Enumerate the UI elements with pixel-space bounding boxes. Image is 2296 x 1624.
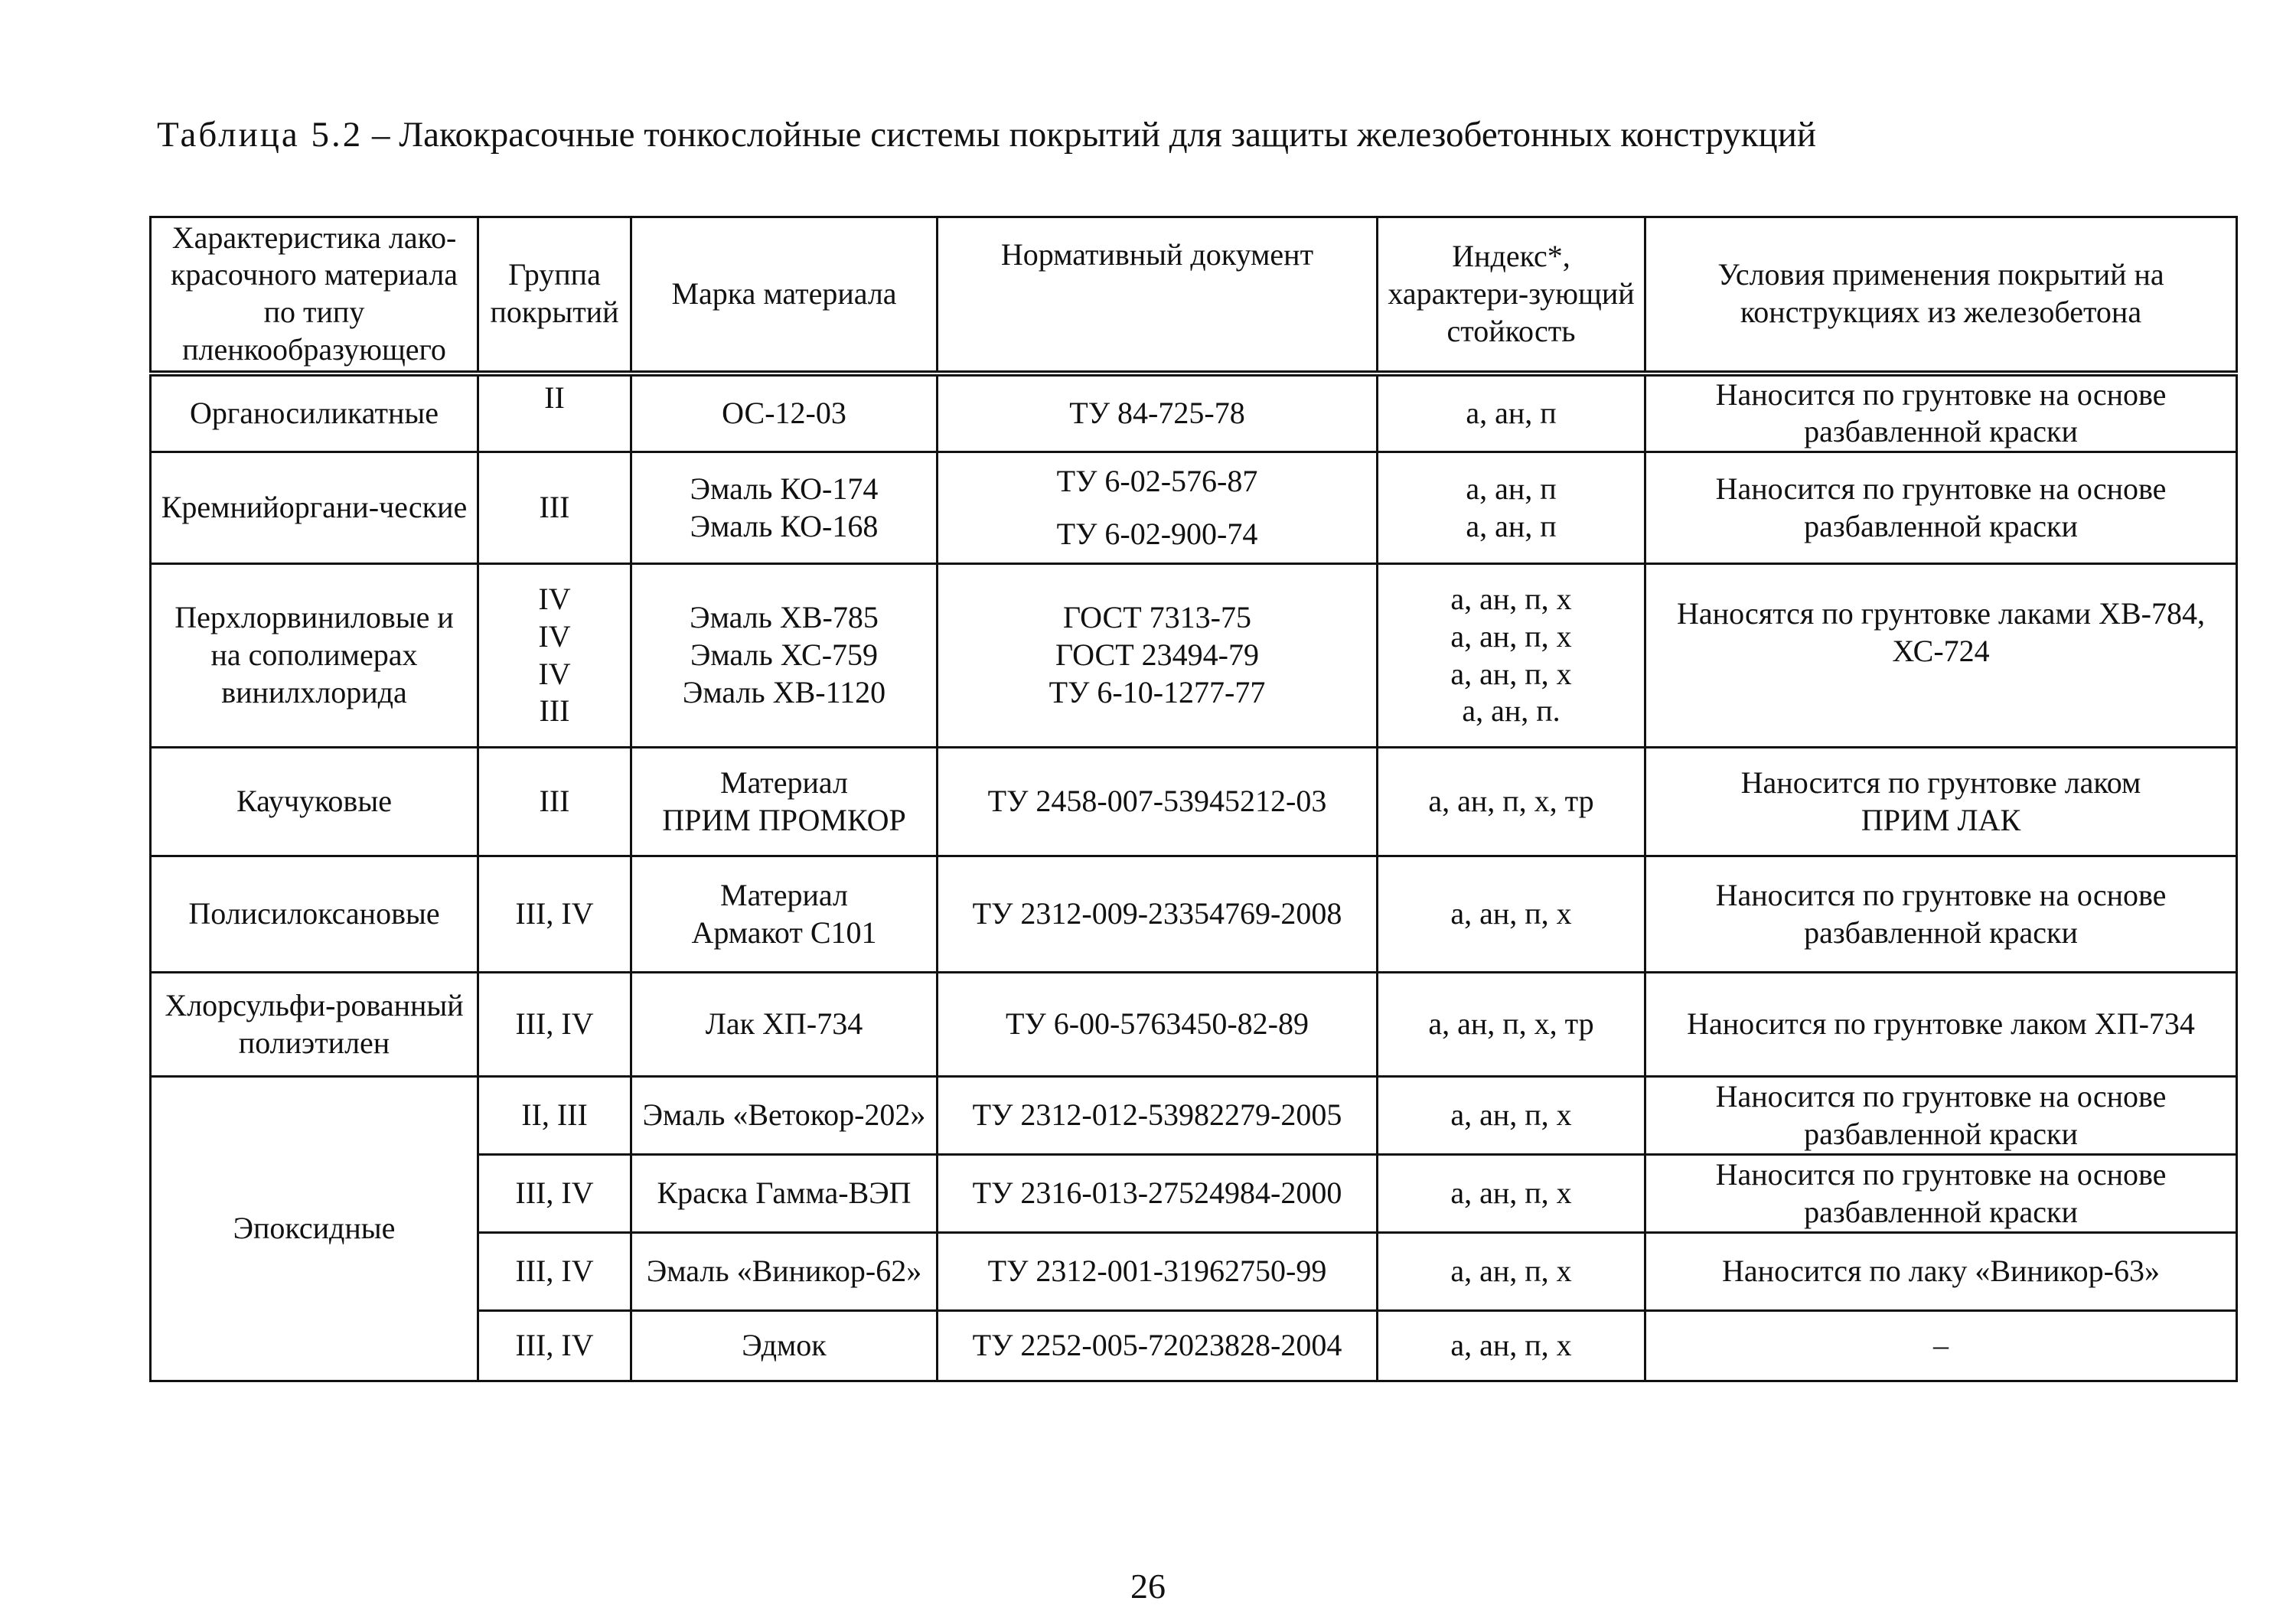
table-row: [151, 452, 2237, 564]
cell-brand: Эмаль «Виникор-62»: [631, 1233, 938, 1311]
cell-brand: Лак ХП-734: [631, 973, 938, 1077]
cell-brand: Эмаль КО-174 Эмаль КО-168: [631, 452, 938, 564]
cell-index: а, ан, п, х: [1378, 1155, 1645, 1233]
cell-doc: [938, 452, 1378, 564]
header-conditions: Условия применения покрытий на конструкциях из железобетона: [1645, 217, 2237, 373]
cell-group: III: [478, 748, 631, 856]
coatings-table: [149, 216, 2238, 1382]
cell-type: Перхлорвиниловые и на сополимерах винилхлорида: [151, 564, 478, 748]
cell-type: Хлорсульфи-рованный полиэтилен: [151, 973, 478, 1077]
cell-type: Кремнийоргани-ческие: [151, 452, 478, 564]
cell-conditions: Наносится по грунтовке лаком ПРИМ ЛАК: [1645, 748, 2237, 856]
table-row: [151, 1077, 2237, 1155]
cell-brand: Эмаль «Ветокор-202»: [631, 1077, 938, 1155]
cell-group: II, III: [478, 1077, 631, 1155]
table-row: [151, 748, 2237, 856]
cell-index: а, ан, п, х: [1378, 1311, 1645, 1381]
table-row: [151, 564, 2237, 748]
cell-index: а, ан, п, х а, ан, п, х а, ан, п, х а, ан, п.: [1378, 564, 1645, 748]
cell-doc-line: ТУ 6-02-900-74: [1056, 516, 1258, 551]
header-type: Характеристика лако-красочного материала по типу пленкообразующего: [151, 217, 478, 373]
cell-conditions: Наносится по грунтовке на основе разбавленной краски: [1645, 452, 2237, 564]
cell-group: III, IV: [478, 856, 631, 973]
cell-conditions: Наносится по грунтовке на основе разбавленной краски: [1645, 856, 2237, 973]
cell-doc-line: ТУ 6-02-576-87: [1056, 463, 1258, 498]
cell-brand: Материал Армакот С101: [631, 856, 938, 973]
cell-doc: ТУ 2458-007-53945212-03: [938, 748, 1378, 856]
cell-index: а, ан, п, х: [1378, 1233, 1645, 1311]
cell-brand: Краска Гамма-ВЭП: [631, 1155, 938, 1233]
cell-group: III: [478, 452, 631, 564]
cell-conditions: Наносится по лаку «Виникор-63»: [1645, 1233, 2237, 1311]
header-row: [151, 217, 2237, 373]
cell-doc: ТУ 2316-013-27524984-2000: [938, 1155, 1378, 1233]
cell-group: III, IV: [478, 1155, 631, 1233]
table-row: [151, 373, 2237, 452]
cell-doc: ТУ 2312-012-53982279-2005: [938, 1077, 1378, 1155]
cell-index: а, ан, п а, ан, п: [1378, 452, 1645, 564]
cell-conditions: Наносится по грунтовке на основе разбавленной краски: [1645, 1077, 2237, 1155]
table-caption: [157, 113, 2223, 156]
cell-group: III, IV: [478, 973, 631, 1077]
cell-doc: ТУ 2252-005-72023828-2004: [938, 1311, 1378, 1381]
cell-doc: ТУ 6-00-5763450-82-89: [938, 973, 1378, 1077]
cell-type: Полисилоксановые: [151, 856, 478, 973]
header-doc: Нормативный документ: [938, 217, 1378, 373]
header-group: Группа покрытий: [478, 217, 631, 373]
page-number: 26: [1130, 1567, 1166, 1606]
cell-doc: ТУ 2312-009-23354769-2008: [938, 856, 1378, 973]
cell-index: а, ан, п, х: [1378, 1077, 1645, 1155]
cell-doc: ТУ 2312-001-31962750-99: [938, 1233, 1378, 1311]
cell-conditions: Наносится по грунтовке на основе разбавленной краски: [1645, 373, 2237, 452]
cell-brand: Материал ПРИМ ПРОМКОР: [631, 748, 938, 856]
table-row: [151, 973, 2237, 1077]
cell-conditions: Наносится по грунтовке на основе разбавленной краски: [1645, 1155, 2237, 1233]
header-index: Индекс*, характери-зующий стойкость: [1378, 217, 1645, 373]
cell-index: а, ан, п: [1378, 373, 1645, 452]
cell-brand: Эмаль ХВ-785 Эмаль ХС-759 Эмаль ХВ-1120: [631, 564, 938, 748]
cell-type: Органосиликатные: [151, 373, 478, 452]
cell-conditions: Наносится по грунтовке лаком ХП-734: [1645, 973, 2237, 1077]
cell-type: Эпоксидные: [151, 1077, 478, 1381]
cell-brand: Эдмок: [631, 1311, 938, 1381]
cell-group: IV IV IV III: [478, 564, 631, 748]
header-brand: Марка материала: [631, 217, 938, 373]
cell-doc: ТУ 84-725-78: [938, 373, 1378, 452]
cell-type: Каучуковые: [151, 748, 478, 856]
cell-brand: ОС-12-03: [631, 373, 938, 452]
cell-index: а, ан, п, х, тр: [1378, 973, 1645, 1077]
cell-index: а, ан, п, х, тр: [1378, 748, 1645, 856]
cell-group: III, IV: [478, 1311, 631, 1381]
cell-index: а, ан, п, х: [1378, 856, 1645, 973]
cell-group: II: [478, 373, 631, 452]
caption-label: Таблица 5.2: [157, 115, 364, 155]
cell-conditions: –: [1645, 1311, 2237, 1381]
cell-group: III, IV: [478, 1233, 631, 1311]
caption-text: – Лакокрасочные тонкослойные системы покрытий для защиты железобетонных конструкций: [363, 115, 1816, 155]
table-row: [151, 856, 2237, 973]
cell-doc: ГОСТ 7313-75 ГОСТ 23494-79 ТУ 6-10-1277-77: [938, 564, 1378, 748]
cell-conditions: Наносятся по грунтовке лаками ХВ-784, ХС-724: [1645, 564, 2237, 748]
